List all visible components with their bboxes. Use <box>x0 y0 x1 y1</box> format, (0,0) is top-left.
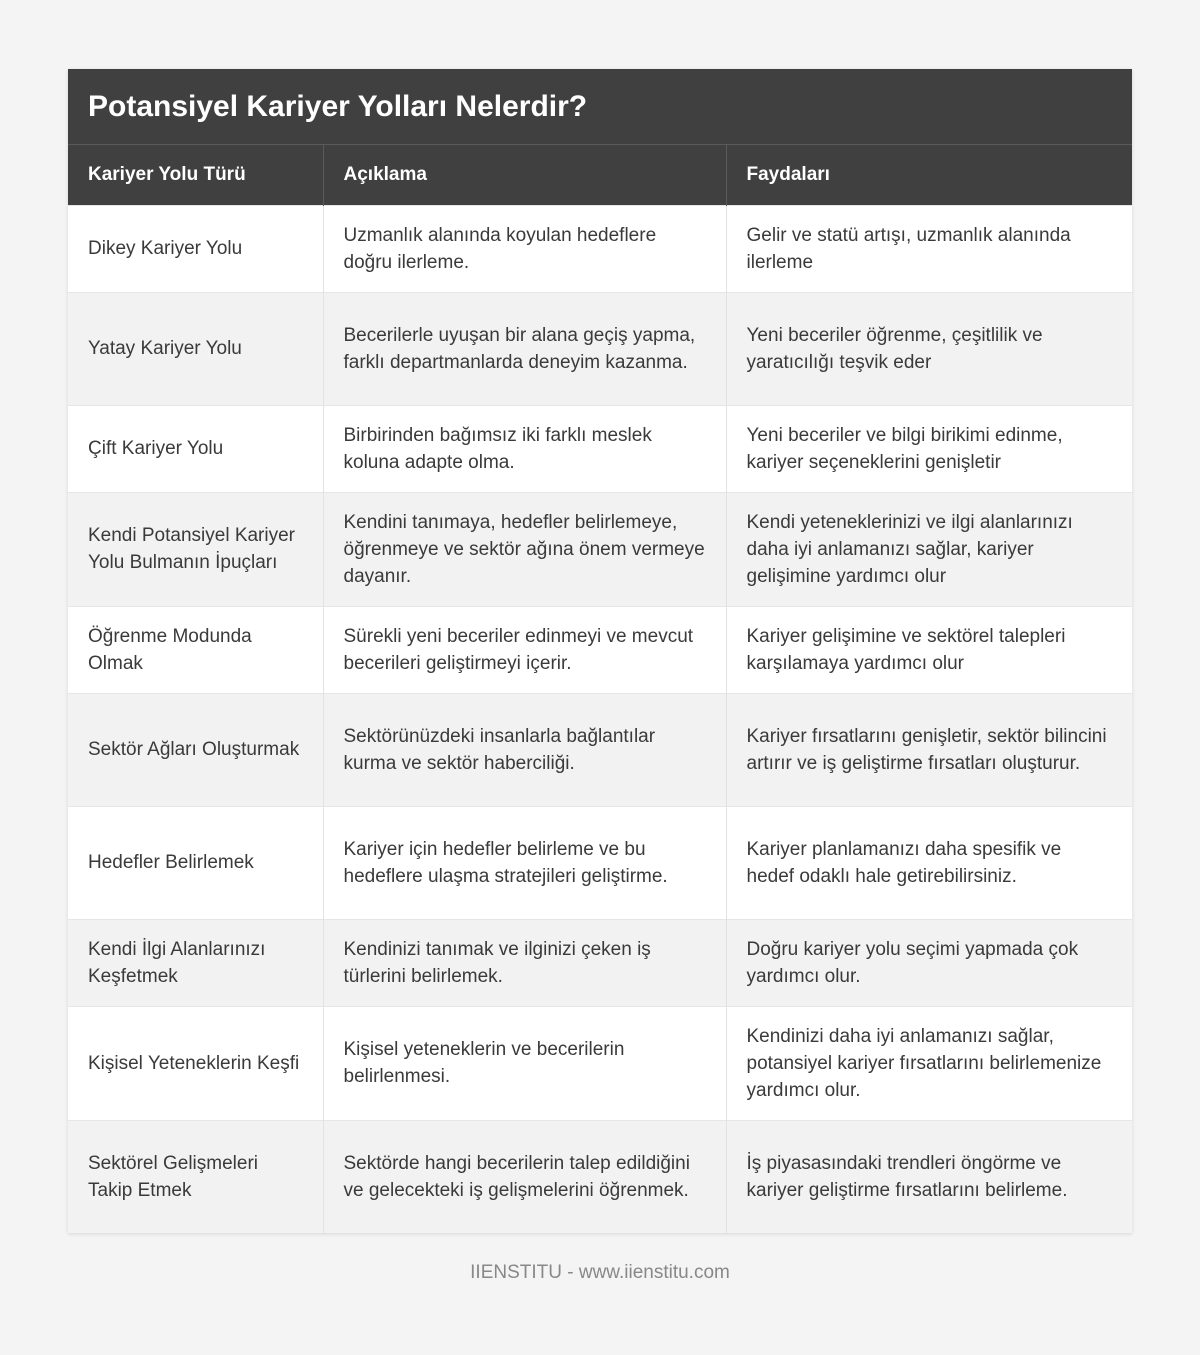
cell-benefits: İş piyasasındaki trendleri öngörme ve kariyer geliştirme fırsatlarını belirleme. <box>726 1120 1132 1233</box>
cell-description: Becerilerle uyuşan bir alana geçiş yapma, farklı departmanlarda deneyim kazanma. <box>323 292 726 405</box>
cell-description: Birbirinden bağımsız iki farklı meslek koluna adapte olma. <box>323 405 726 492</box>
cell-benefits: Kariyer planlamanızı daha spesifik ve hedef odaklı hale getirebilirsiniz. <box>726 806 1132 919</box>
cell-description: Kendinizi tanımak ve ilginizi çeken iş türlerini belirlemek. <box>323 919 726 1006</box>
column-header-description: Açıklama <box>323 145 726 205</box>
cell-description: Sektörünüzdeki insanlarla bağlantılar kurma ve sektör haberciliği. <box>323 693 726 806</box>
cell-benefits: Kariyer gelişimine ve sektörel talepleri karşılamaya yardımcı olur <box>726 606 1132 693</box>
cell-description: Sektörde hangi becerilerin talep edildiğini ve gelecekteki iş gelişmelerini öğrenmek. <box>323 1120 726 1233</box>
column-header-type: Kariyer Yolu Türü <box>68 145 323 205</box>
cell-description: Sürekli yeni beceriler edinmeyi ve mevcut becerileri geliştirmeyi içerir. <box>323 606 726 693</box>
cell-description: Kişisel yeteneklerin ve becerilerin belirlenmesi. <box>323 1006 726 1120</box>
table-row <box>68 919 1132 1006</box>
table-row <box>68 205 1132 292</box>
table-header-row <box>68 145 1132 205</box>
table-row <box>68 292 1132 405</box>
cell-benefits: Doğru kariyer yolu seçimi yapmada çok yardımcı olur. <box>726 919 1132 1006</box>
column-header-benefits: Faydaları <box>726 145 1132 205</box>
table-row <box>68 492 1132 606</box>
table-row <box>68 405 1132 492</box>
page-title: Potansiyel Kariyer Yolları Nelerdir? <box>68 69 1132 145</box>
cell-type: Öğrenme Modunda Olmak <box>68 606 323 693</box>
cell-benefits: Yeni beceriler öğrenme, çeşitlilik ve yaratıcılığı teşvik eder <box>726 292 1132 405</box>
table-row <box>68 1120 1132 1233</box>
footer-credit: IIENSTITU - www.iienstitu.com <box>470 1262 730 1283</box>
cell-type: Yatay Kariyer Yolu <box>68 292 323 405</box>
table-row <box>68 806 1132 919</box>
career-paths-table <box>68 145 1132 1233</box>
cell-benefits: Yeni beceriler ve bilgi birikimi edinme, kariyer seçeneklerini genişletir <box>726 405 1132 492</box>
table-row <box>68 693 1132 806</box>
cell-type: Sektör Ağları Oluşturmak <box>68 693 323 806</box>
cell-type: Kişisel Yeteneklerin Keşfi <box>68 1006 323 1120</box>
cell-type: Dikey Kariyer Yolu <box>68 205 323 292</box>
cell-description: Uzmanlık alanında koyulan hedeflere doğru ilerleme. <box>323 205 726 292</box>
career-paths-card <box>68 69 1132 1233</box>
cell-benefits: Kariyer fırsatlarını genişletir, sektör bilincini artırır ve iş geliştirme fırsatları oluşturur. <box>726 693 1132 806</box>
cell-type: Kendi Potansiyel Kariyer Yolu Bulmanın İpuçları <box>68 492 323 606</box>
cell-description: Kariyer için hedefler belirleme ve bu hedeflere ulaşma stratejileri geliştirme. <box>323 806 726 919</box>
cell-type: Hedefler Belirlemek <box>68 806 323 919</box>
cell-description: Kendini tanımaya, hedefler belirlemeye, öğrenmeye ve sektör ağına önem vermeye dayanır. <box>323 492 726 606</box>
table-row <box>68 606 1132 693</box>
cell-benefits: Kendinizi daha iyi anlamanızı sağlar, potansiyel kariyer fırsatlarını belirlemenize yardımcı olur. <box>726 1006 1132 1120</box>
cell-benefits: Gelir ve statü artışı, uzmanlık alanında ilerleme <box>726 205 1132 292</box>
cell-type: Sektörel Gelişmeleri Takip Etmek <box>68 1120 323 1233</box>
table-row <box>68 1006 1132 1120</box>
cell-benefits: Kendi yeteneklerinizi ve ilgi alanlarınızı daha iyi anlamanızı sağlar, kariyer gelişimine yardımcı olur <box>726 492 1132 606</box>
cell-type: Kendi İlgi Alanlarınızı Keşfetmek <box>68 919 323 1006</box>
cell-type: Çift Kariyer Yolu <box>68 405 323 492</box>
